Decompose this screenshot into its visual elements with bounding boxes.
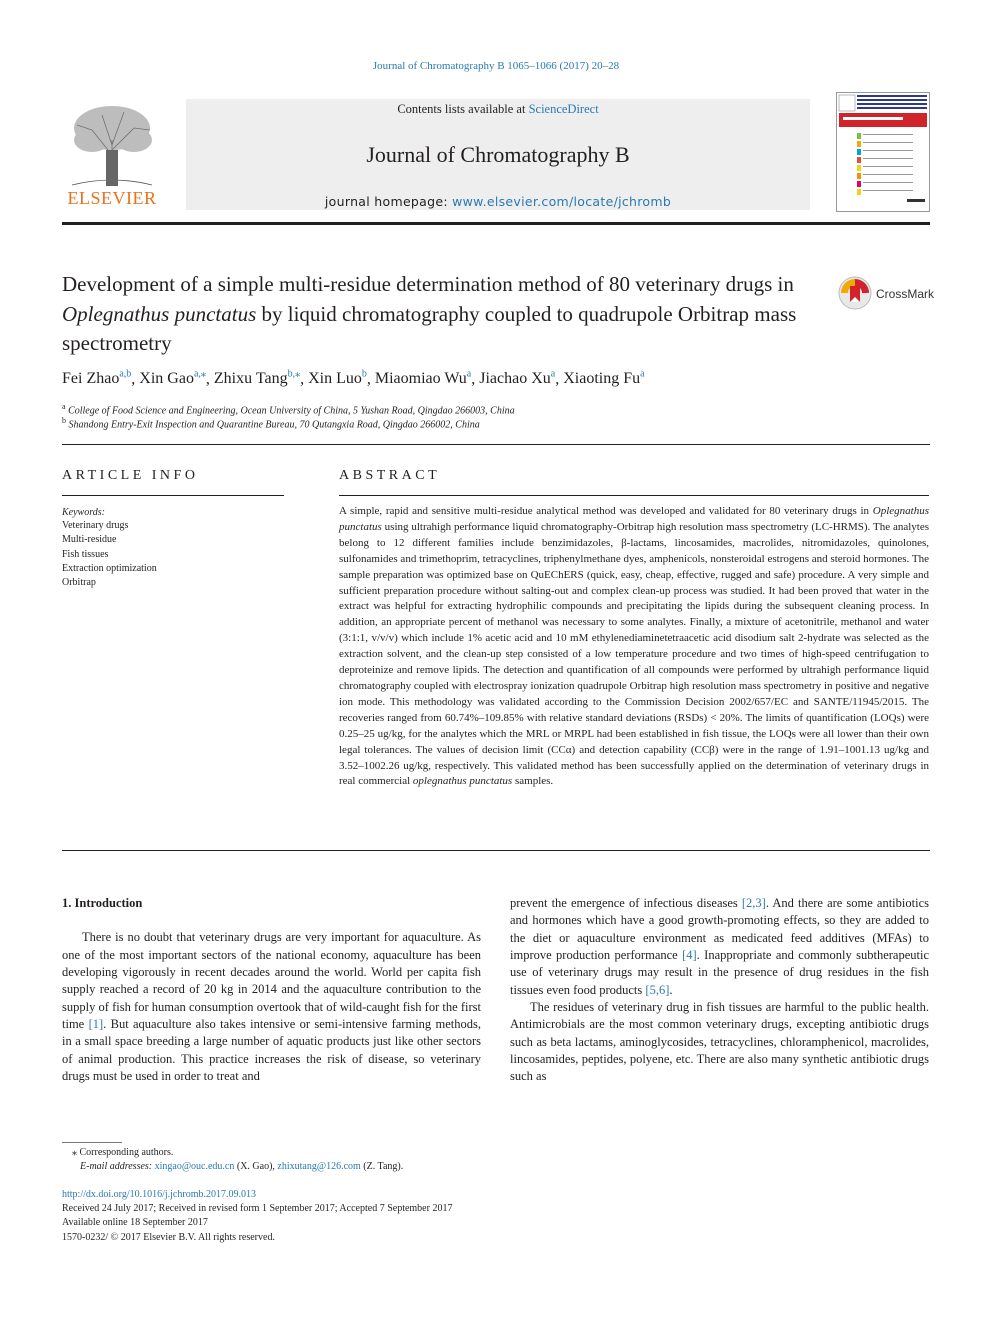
keyword: Multi-residue bbox=[62, 534, 117, 546]
keyword: Extraction optimization bbox=[62, 562, 157, 574]
footnote-rule bbox=[62, 1142, 122, 1143]
author-3[interactable]: Zhixu Tang$^{b,⁎}$ bbox=[213, 369, 301, 388]
article-info-heading: ARTICLE INFO bbox=[62, 468, 199, 483]
crossmark-icon bbox=[838, 276, 872, 310]
title-part2: by liquid chromatography coupled to quadrupole Orbitrap mass spectrometry bbox=[62, 301, 797, 355]
author-1[interactable]: Fei Zhao$^{a,b}$ bbox=[62, 369, 132, 388]
intro-paragraph-2: prevent the emergence of infectious diseases [2,3]. And there are some antibiotics and hormones which have a good growth-promoting effects, so they are added to the diet or aquaculture environment as medicated feed additives (MFAs) to improve production performance [4]. Inappropriate and commonly subtherapeutic use of veterinary drugs may result in the presence of drug residues in the fish tissues even food products [5,6]. bbox=[510, 896, 929, 997]
journal-name: Journal of Chromatography B bbox=[366, 142, 630, 167]
abstract-heading: ABSTRACT bbox=[339, 468, 441, 483]
author-6[interactable]: Jiachao Xu$^a$ bbox=[479, 369, 556, 388]
homepage-prefix: journal homepage: bbox=[324, 194, 453, 209]
elsevier-logo[interactable] bbox=[62, 100, 162, 210]
abstract-bottom-rule bbox=[62, 850, 930, 851]
email-tang-link[interactable]: zhixutang@126.com bbox=[277, 1161, 361, 1172]
article-info-rule bbox=[62, 495, 284, 496]
journal-citation[interactable]: Journal of Chromatography B 1065–1066 (2017) 20–28 bbox=[372, 60, 620, 72]
intro-paragraph-3: The residues of veterinary drug in fish tissues are harmful to the public health. Antimicrobials are the most common veterinary drugs, excepting antibiotic drugs such as beta lactams, aminoglycosides, tetracyclines, chloramphenicol, macrolides, lincosamides, peptides, polyene, etc. There are also many synthetic antibiotic drugs such as bbox=[510, 1000, 929, 1084]
crossmark-badge[interactable] bbox=[838, 276, 938, 312]
author-2[interactable]: Xin Gao$^{a,⁎}$ bbox=[139, 369, 206, 388]
abstract-text: A simple, rapid and sensitive multi-residue analytical method was developed and validated for 80 veterinary drugs in Oplegnathus punctatus using ultrahigh performance liquid chromatography-Orbitrap high resolution mass spectrometry (LC-HRMS). The analytes belong to 12 different families include benzimidazoles, β-lactams, lincosamides, macrolides, nitromidazoles, quinolones, sulfonamides and trimethoprim, tetracyclines, triphenylmethane dyes, amphenicols, nonsteroidal estrogens and steroid hormones. The sample preparation was optimized base on QuEChERS (quick, easy, cheap, effective, rugged and safe) procedure. A very simple and sufficient preparation procedure without salting-out and complex clean-up process was studied. It had been proved that water in the extract was helpful for extracting hydrophilic compounds and precipitating the lipids during the subsequent cleaning process. In addition, an appropriate percent of methanol was necessary to some analytes. Finally, a mixture of acetonitrile, methanol and water (3:1:1, v/v/v) which include 1% acetic acid and 10 mM ethylenediaminetetraacetic acid disodium salt 2-hydrate was selected as the extraction solvent, and the clean-up step consisted of a low temperature procedure and two times of high-speed centrifugation to deproteinize and remove lipids. The detection and quantification of all compounds were performed by ultrahigh performance liquid chromatography coupled with electrospray ionization quadrupole Orbitrap high resolution mass spectrometry in positive and negative ion mode. This methodology was validated according to the Commission Decision 2002/657/EC and SANTE/11945/2015. The recoveries ranged from 60.74%–109.85% with relative standard deviations (RSDs) < 20%. The limits of quantification (LOQs) were 0.25–25 ug/kg, for the analytes which the MRL or MRPL had been established in fish tissue, the LOQs were all lower than their own legal tolerances. The values of decision limit (CCα) and detection capability (CCβ) were in the range of 1.91–1001.13 ug/kg and 3.52–1002.26 ug/kg, respectively. This validated method has been successfully applied on the determination of veterinary drugs in real commercial oplegnathus punctatus samples. bbox=[339, 505, 929, 788]
intro-paragraph-1: There is no doubt that veterinary drugs are very important for aquaculture. As one of the most important sectors of the national economy, aquaculture has been developing vigorously in recent decades around the world. World per capita fish supply reached a record of 20 kg in 2014 and the aquaculture contribution to the supply of fish for human consumption overtook that of wild-caught fish for the first time [1]. But aquaculture also takes intensive or semi-intensive farming methods, in a small space breeding a large number of aquatic products just like other sectors of animal production. This practice increases the risk of disease, so veterinary drugs must be used in order to treat and bbox=[62, 930, 481, 1084]
crossmark-label: CrossMark bbox=[876, 287, 935, 301]
author-4[interactable]: Xin Luo$^b$ bbox=[308, 369, 367, 388]
available-online: Available online 18 September 2017 bbox=[62, 1217, 208, 1229]
corresponding-note: ⁎ Corresponding authors. bbox=[72, 1147, 174, 1158]
article-title bbox=[62, 270, 822, 359]
author-list: Fei Zhao$^{a,b}$, Xin Gao$^{a,⁎}$, Zhixu Tang$^{b,⁎}$, Xin Luo$^b$, Miaomiao Wu$^a$, Jiachao Xu$^a$, Xiaoting Fu$^a$ bbox=[62, 369, 645, 388]
contents-prefix: Contents lists available at bbox=[397, 102, 529, 116]
affiliation-b: $^b$ Shandong Entry-Exit Inspection and Quarantine Bureau, 70 Qutangxia Road, Qingdao 266002, China bbox=[62, 416, 480, 431]
ref-4-link[interactable]: [4] bbox=[682, 948, 697, 963]
email-gao-link[interactable]: xingao@ouc.edu.cn bbox=[154, 1161, 235, 1172]
journal-homepage bbox=[186, 194, 810, 209]
left-column bbox=[62, 895, 481, 1085]
journal-cover-thumbnail[interactable] bbox=[836, 92, 930, 212]
ref-1-link[interactable]: [1] bbox=[88, 1017, 104, 1032]
title-part1: Development of a simple multi-residue determination method of 80 veterinary drugs in bbox=[62, 272, 794, 296]
sciencedirect-link[interactable]: ScienceDirect bbox=[528, 102, 599, 116]
ref-2-3-link[interactable]: [2,3] bbox=[741, 896, 766, 910]
keyword: Veterinary drugs bbox=[62, 520, 129, 531]
email-note: E-mail addresses: xingao@ouc.edu.cn (X. Gao), zhixutang@126.com (Z. Tang). bbox=[80, 1161, 404, 1172]
author-5[interactable]: Miaomiao Wu$^a$ bbox=[374, 369, 472, 388]
received-dates: Received 24 July 2017; Received in revised form 1 September 2017; Accepted 7 September 2017 bbox=[62, 1203, 453, 1215]
author-7[interactable]: Xiaoting Fu$^a$ bbox=[563, 369, 645, 388]
affiliation-rule bbox=[62, 444, 930, 445]
homepage-link[interactable]: www.elsevier.com/locate/jchromb bbox=[452, 194, 672, 209]
keyword-list bbox=[62, 519, 157, 590]
header-rule bbox=[62, 222, 930, 225]
contents-line bbox=[186, 102, 810, 117]
ref-5-6-link[interactable]: [5,6] bbox=[645, 982, 670, 997]
keyword: Fish tissues bbox=[62, 548, 109, 560]
affiliation-a: $^a$ College of Food Science and Engineering, Ocean University of China, 5 Yushan Road, Qingdao 266003, China bbox=[62, 402, 515, 417]
title-species: Oplegnathus punctatus bbox=[62, 301, 257, 326]
right-column bbox=[510, 895, 929, 1086]
intro-heading: 1. Introduction bbox=[62, 896, 143, 910]
keyword: Orbitrap bbox=[62, 577, 96, 589]
abstract-rule bbox=[339, 495, 929, 496]
publication-info bbox=[62, 1188, 452, 1245]
elsevier-wordmark: ELSEVIER bbox=[67, 188, 157, 208]
copyright: 1570-0232/ © 2017 Elsevier B.V. All rights reserved. bbox=[62, 1231, 275, 1243]
keywords-label: Keywords: bbox=[62, 507, 105, 518]
journal-cover-icon bbox=[837, 93, 929, 211]
doi-link[interactable]: http://dx.doi.org/10.1016/j.jchromb.2017.09.013 bbox=[62, 1189, 256, 1200]
